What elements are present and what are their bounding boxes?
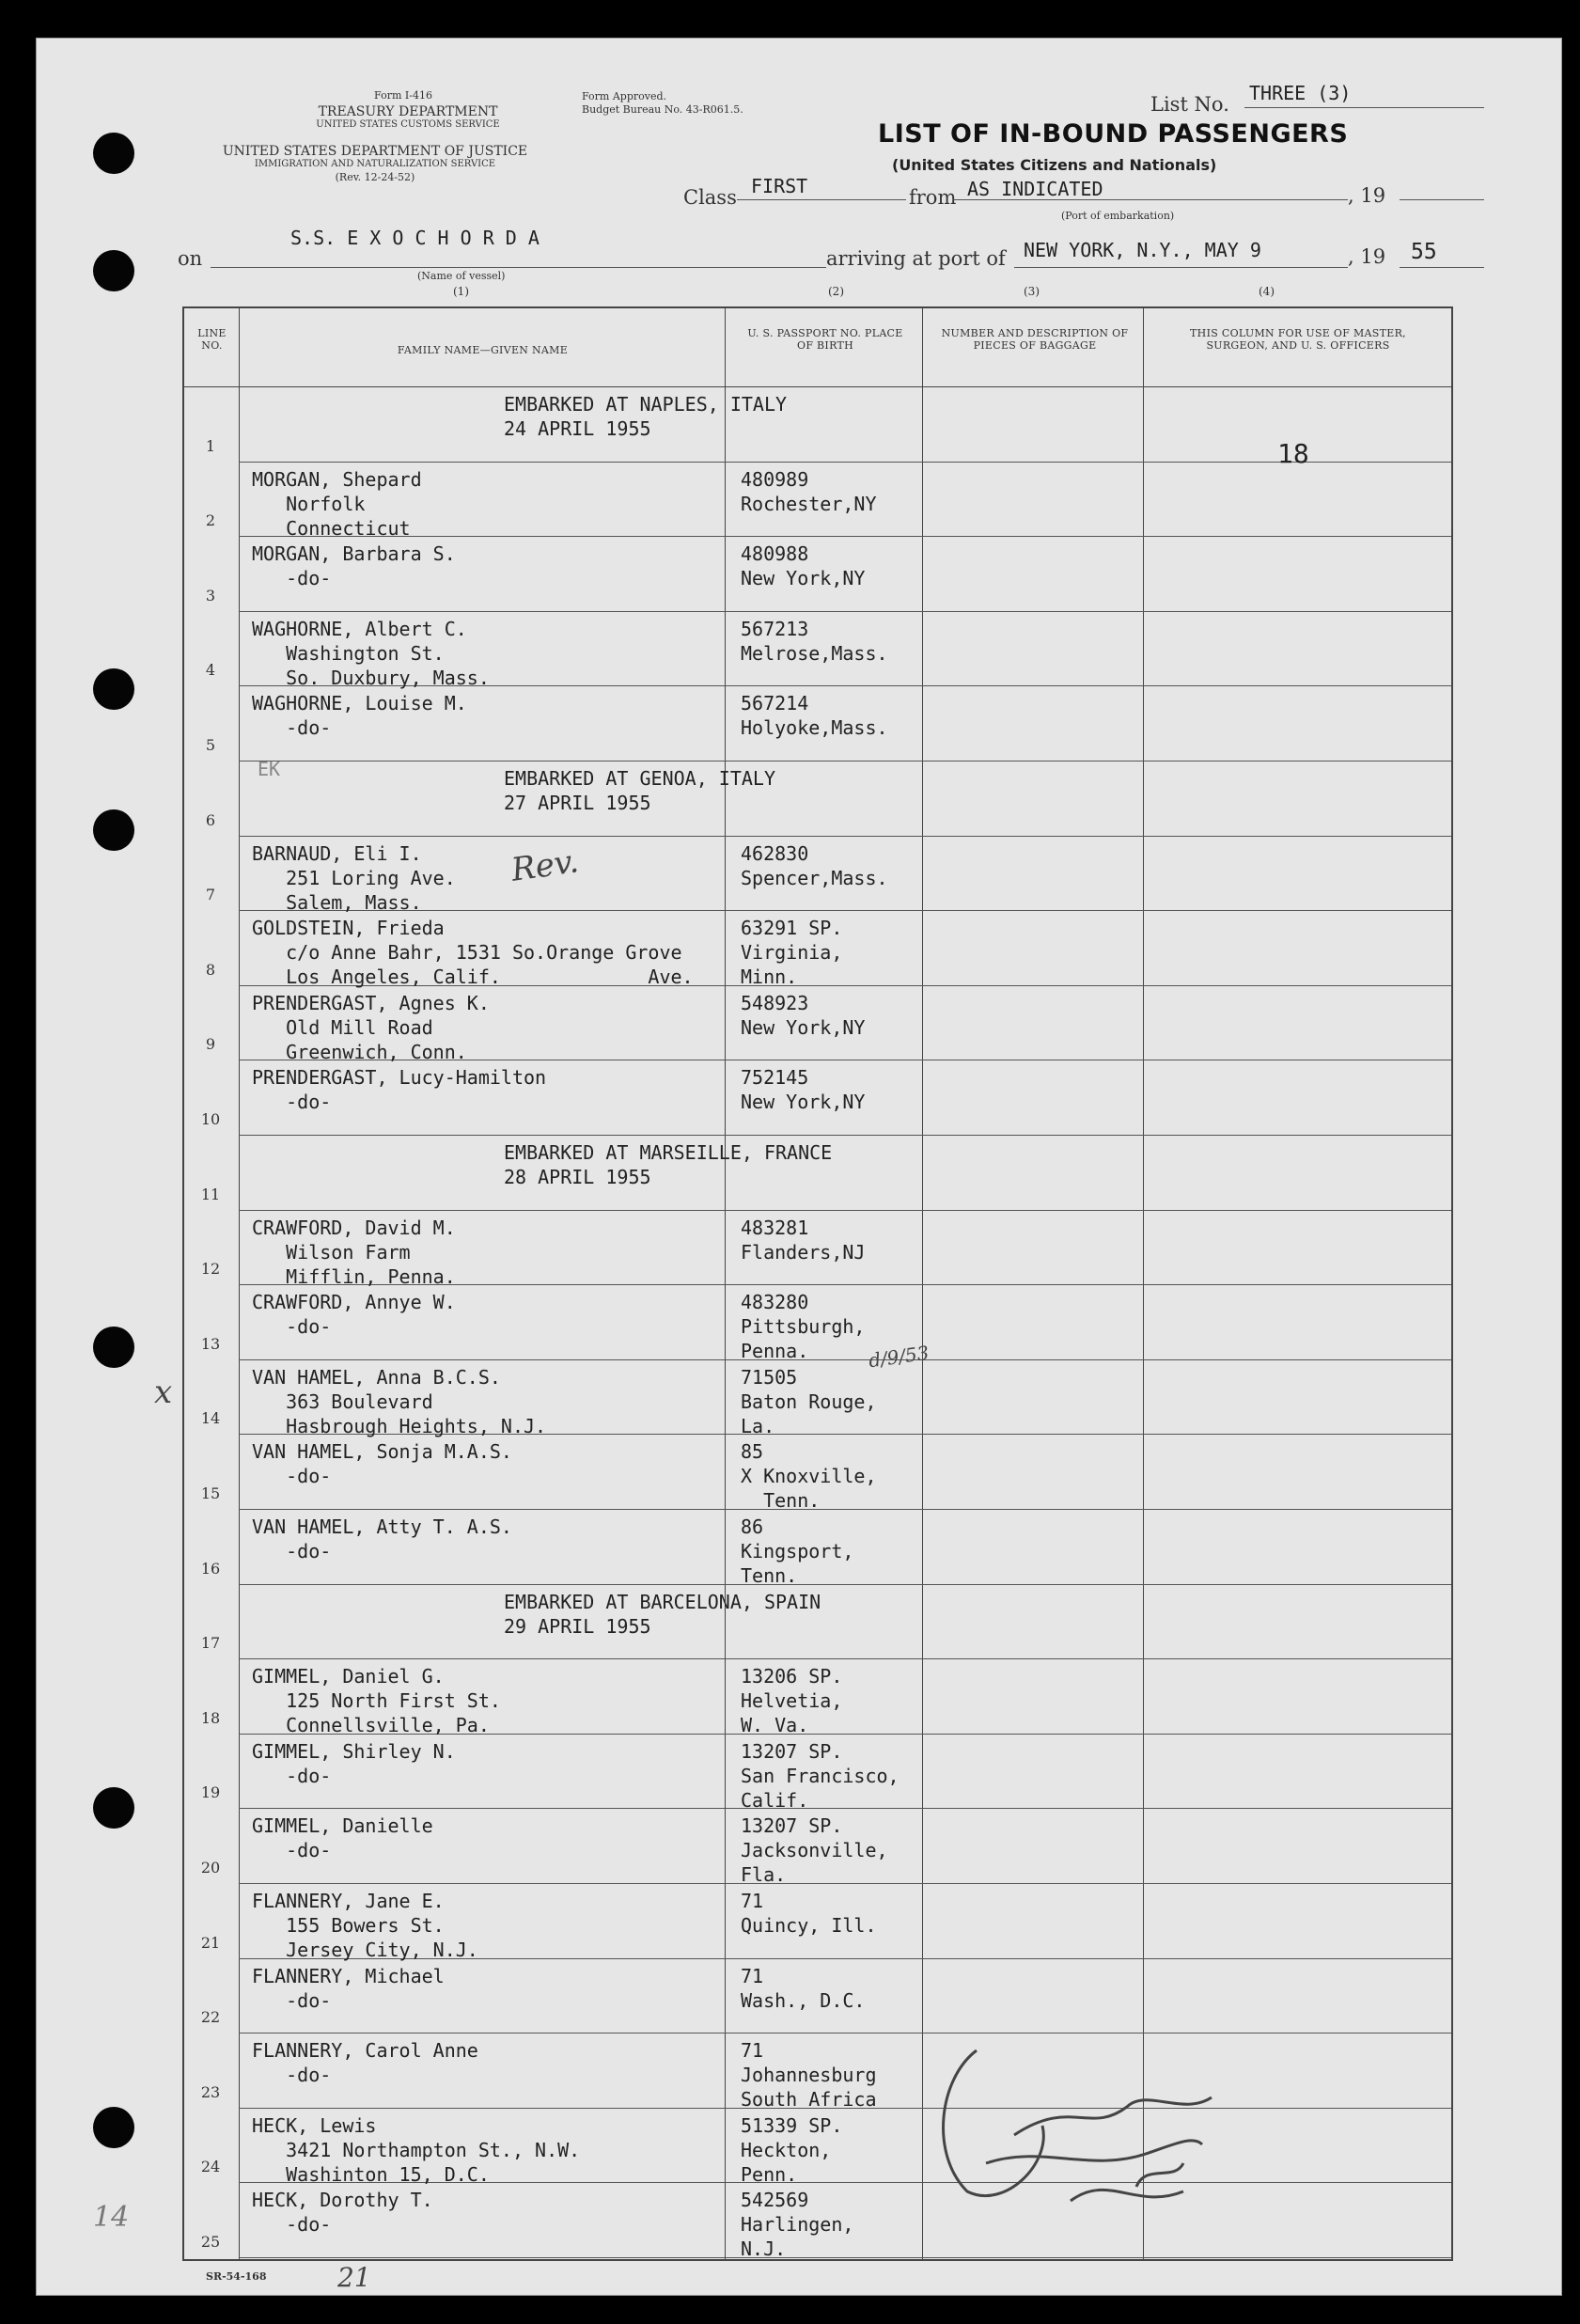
line-number: 13 xyxy=(200,1334,221,1353)
punch-hole xyxy=(93,668,134,710)
passenger-name: GIMMEL, Daniel G. 125 North First St. Connellsville, Pa. xyxy=(252,1665,501,1737)
passport-birthplace: 13207 SP. San Francisco, Calif. xyxy=(741,1739,900,1812)
passenger-name: WAGHORNE, Louise M. -do- xyxy=(252,692,467,740)
page-title: LIST OF IN-BOUND PASSENGERS xyxy=(878,119,1349,149)
line-number: 4 xyxy=(205,661,216,680)
punch-hole xyxy=(93,1327,134,1368)
line-number: 2 xyxy=(205,511,216,530)
row-divider xyxy=(239,1135,1451,1136)
passenger-table xyxy=(182,306,1453,2261)
embarkation-date: 24 APRIL 1955 xyxy=(504,417,651,440)
passport-birthplace: 85 X Knoxville, Tenn. xyxy=(741,1440,877,1513)
line-number: 1 xyxy=(205,436,216,455)
passport-birthplace: 71 Wash., D.C. xyxy=(741,1964,866,2012)
passenger-name: FLANNERY, Jane E. 155 Bowers St. Jersey City, N.J. xyxy=(252,1890,478,1961)
line-number: 25 xyxy=(200,2233,221,2251)
arriving-label: arriving at port of xyxy=(826,247,1006,270)
row-divider xyxy=(239,761,1451,762)
treasury-dept: TREASURY DEPARTMENT xyxy=(318,104,498,119)
passenger-name: BARNAUD, Eli I. 251 Loring Ave. Salem, Mass. xyxy=(252,841,456,914)
page-subtitle: (United States Citizens and Nationals) xyxy=(892,156,1217,174)
embarkation-port: EMBARKED AT MARSEILLE, FRANCE xyxy=(504,1141,833,1164)
list-no-value: THREE (3) xyxy=(1249,82,1352,104)
line-number: 19 xyxy=(200,1783,221,1802)
passport-birthplace: 548923 New York,NY xyxy=(741,991,866,1039)
col-header-baggage: NUMBER AND DESCRIPTION OF PIECES OF BAGGAGE xyxy=(941,327,1129,353)
ek-note: EK xyxy=(258,758,281,780)
passport-birthplace: 71505 Baton Rouge, La. xyxy=(741,1365,877,1437)
passenger-name: PRENDERGAST, Agnes K. Old Mill Road Greenwich, Conn. xyxy=(252,991,490,1063)
officer-count: 18 xyxy=(1277,438,1309,469)
from-underline xyxy=(953,199,1348,200)
col-header-officers: THIS COLUMN FOR USE OF MASTER, SURGEON, AND U. S. OFFICERS xyxy=(1190,327,1406,353)
punch-hole xyxy=(93,2107,134,2148)
year-prefix-1: , 19 xyxy=(1348,184,1386,207)
embarkation-port: EMBARKED AT NAPLES, ITALY xyxy=(504,393,788,416)
from-value: AS INDICATED xyxy=(967,178,1103,200)
punch-hole xyxy=(93,809,134,851)
year-prefix-2: , 19 xyxy=(1348,245,1386,268)
list-no-label: List No. xyxy=(1150,93,1229,116)
passport-birthplace: 480989 Rochester,NY xyxy=(741,467,877,515)
arrival-port: NEW YORK, N.Y., MAY 9 xyxy=(1024,239,1261,261)
passenger-name: VAN HAMEL, Atty T. A.S. -do- xyxy=(252,1515,512,1562)
line-number: 9 xyxy=(205,1035,216,1054)
passenger-name: HECK, Dorothy T. -do- xyxy=(252,2189,433,2237)
passport-birthplace: 63291 SP. Virginia, Minn. xyxy=(741,917,843,989)
class-value: FIRST xyxy=(751,175,808,197)
passport-birthplace: 752145 New York,NY xyxy=(741,1066,866,1114)
passenger-name: FLANNERY, Michael -do- xyxy=(252,1964,445,2012)
line-number: 3 xyxy=(205,586,216,605)
row-divider xyxy=(239,611,1451,612)
passenger-name: MORGAN, Shepard Norfolk Connecticut xyxy=(252,467,422,540)
embarkation-port: EMBARKED AT BARCELONA, SPAIN xyxy=(504,1590,821,1613)
year-underline-2 xyxy=(1400,267,1484,268)
line-number: 6 xyxy=(205,810,216,829)
line-number: 24 xyxy=(200,2158,221,2176)
line-number: 10 xyxy=(200,1110,221,1128)
col-num-4: (4) xyxy=(1259,285,1275,298)
passenger-name: PRENDERGAST, Lucy-Hamilton -do- xyxy=(252,1066,547,1114)
footer-code: SR-54-168 xyxy=(206,2270,267,2283)
line-number: 15 xyxy=(200,1484,221,1502)
arrival-underline xyxy=(1014,267,1348,268)
passport-birthplace: 51339 SP. Heckton, Penn. xyxy=(741,2113,843,2186)
passenger-name: GOLDSTEIN, Frieda c/o Anne Bahr, 1531 So.Orange Grove Los Angeles, Calif. Ave. xyxy=(252,917,694,989)
class-label: Class xyxy=(683,186,737,209)
form-revision: (Rev. 12-24-52) xyxy=(335,171,415,183)
line-number: 14 xyxy=(200,1409,221,1428)
line-number: 7 xyxy=(205,886,216,904)
line-number: 8 xyxy=(205,960,216,979)
passport-birthplace: 480988 New York,NY xyxy=(741,542,866,590)
list-no-underline xyxy=(1244,107,1484,108)
col-header-line-no: LINE NO. xyxy=(197,327,227,353)
year-underline-1 xyxy=(1400,199,1484,200)
passport-birthplace: 483281 Flanders,NJ xyxy=(741,1216,866,1264)
passport-birthplace: 71 Johannesburg South Africa xyxy=(741,2039,877,2112)
passenger-name: VAN HAMEL, Anna B.C.S. 363 Boulevard Hasbrough Heights, N.J. xyxy=(252,1365,547,1437)
line-number: 23 xyxy=(200,2082,221,2101)
embarkation-port: EMBARKED AT GENOA, ITALY xyxy=(504,767,775,790)
vessel-note: (Name of vessel) xyxy=(417,270,506,282)
embarkation-date: 29 APRIL 1955 xyxy=(504,1614,651,1638)
row-divider xyxy=(239,1658,1451,1659)
col-header-passport: U. S. PASSPORT NO. PLACE OF BIRTH xyxy=(747,327,903,353)
handwritten-x-mark: x xyxy=(154,1374,173,1411)
line-number: 5 xyxy=(205,736,216,754)
col-num-3: (3) xyxy=(1024,285,1040,298)
header-divider xyxy=(184,386,1451,387)
form-approved: Form Approved. xyxy=(582,90,667,102)
handwritten-bottom-note: 21 xyxy=(337,2262,371,2293)
on-label: on xyxy=(178,247,203,270)
col-header-name: FAMILY NAME—GIVEN NAME xyxy=(397,344,569,356)
passenger-name: GIMMEL, Shirley N. -do- xyxy=(252,1739,456,1787)
punch-hole xyxy=(93,133,134,174)
line-number: 18 xyxy=(200,1708,221,1727)
passenger-name: CRAWFORD, David M. Wilson Farm Mifflin, Penna. xyxy=(252,1216,456,1288)
row-divider xyxy=(239,462,1451,463)
punch-hole xyxy=(93,1787,134,1829)
line-number: 21 xyxy=(200,1933,221,1952)
officer-signature xyxy=(901,2022,1240,2229)
line-number: 12 xyxy=(200,1260,221,1279)
justice-dept: UNITED STATES DEPARTMENT OF JUSTICE xyxy=(222,144,528,159)
from-label: from xyxy=(909,186,957,209)
embarkation-date: 28 APRIL 1955 xyxy=(504,1166,651,1188)
year-value: 55 xyxy=(1411,240,1437,264)
class-underline xyxy=(737,199,906,200)
passport-birthplace: 567213 Melrose,Mass. xyxy=(741,617,888,665)
form-number: Form I-416 xyxy=(374,89,432,102)
passport-birthplace: 483280 Pittsburgh, Penna. xyxy=(741,1291,866,1363)
line-number: 11 xyxy=(200,1185,221,1203)
passport-birthplace: 71 Quincy, Ill. xyxy=(741,1890,877,1937)
passenger-name: VAN HAMEL, Sonja M.A.S. -do- xyxy=(252,1440,512,1488)
line-number: 16 xyxy=(200,1559,221,1578)
passport-birthplace: 13207 SP. Jacksonville, Fla. xyxy=(741,1814,888,1887)
vessel-underline xyxy=(211,267,826,268)
line-number: 20 xyxy=(200,1859,221,1876)
passport-birthplace: 567214 Holyoke,Mass. xyxy=(741,692,888,740)
row-divider xyxy=(239,836,1451,837)
handwritten-corner-note: 14 xyxy=(93,2201,130,2234)
handwritten-rev: Rev. xyxy=(508,842,582,889)
passport-birthplace: 542569 Harlingen, N.J. xyxy=(741,2189,854,2261)
embarkation-date: 27 APRIL 1955 xyxy=(504,792,651,814)
line-number: 22 xyxy=(200,2008,221,2027)
row-divider xyxy=(239,2033,1451,2034)
passenger-name: MORGAN, Barbara S. -do- xyxy=(252,542,456,590)
col-num-1: (1) xyxy=(453,285,469,298)
passenger-name: GIMMEL, Danielle -do- xyxy=(252,1814,433,1862)
passenger-name: CRAWFORD, Annye W. -do- xyxy=(252,1291,456,1339)
line-number: 17 xyxy=(200,1634,221,1653)
passport-birthplace: 462830 Spencer,Mass. xyxy=(741,841,888,889)
passport-birthplace: 13206 SP. Helvetia, W. Va. xyxy=(741,1665,843,1737)
passport-birthplace: 86 Kingsport, Tenn. xyxy=(741,1515,854,1587)
passenger-name: WAGHORNE, Albert C. Washington St. So. Duxbury, Mass. xyxy=(252,617,490,689)
immigration-service: IMMIGRATION AND NATURALIZATION SERVICE xyxy=(254,159,496,169)
manifest-page xyxy=(36,38,1562,2296)
punch-hole xyxy=(93,250,134,291)
passenger-name: FLANNERY, Carol Anne -do- xyxy=(252,2039,478,2087)
vessel-name: S.S. E X O C H O R D A xyxy=(290,227,540,249)
customs-service: UNITED STATES CUSTOMS SERVICE xyxy=(316,119,500,130)
port-embark-note: (Port of embarkation) xyxy=(1061,210,1175,222)
row-divider xyxy=(239,1210,1451,1211)
col-num-2: (2) xyxy=(828,285,844,298)
passenger-name: HECK, Lewis 3421 Northampton St., N.W. Washinton 15, D.C. xyxy=(252,2113,581,2186)
budget-bureau: Budget Bureau No. 43-R061.5. xyxy=(582,103,743,116)
handwritten-date: d/9/53 xyxy=(867,1341,931,1373)
